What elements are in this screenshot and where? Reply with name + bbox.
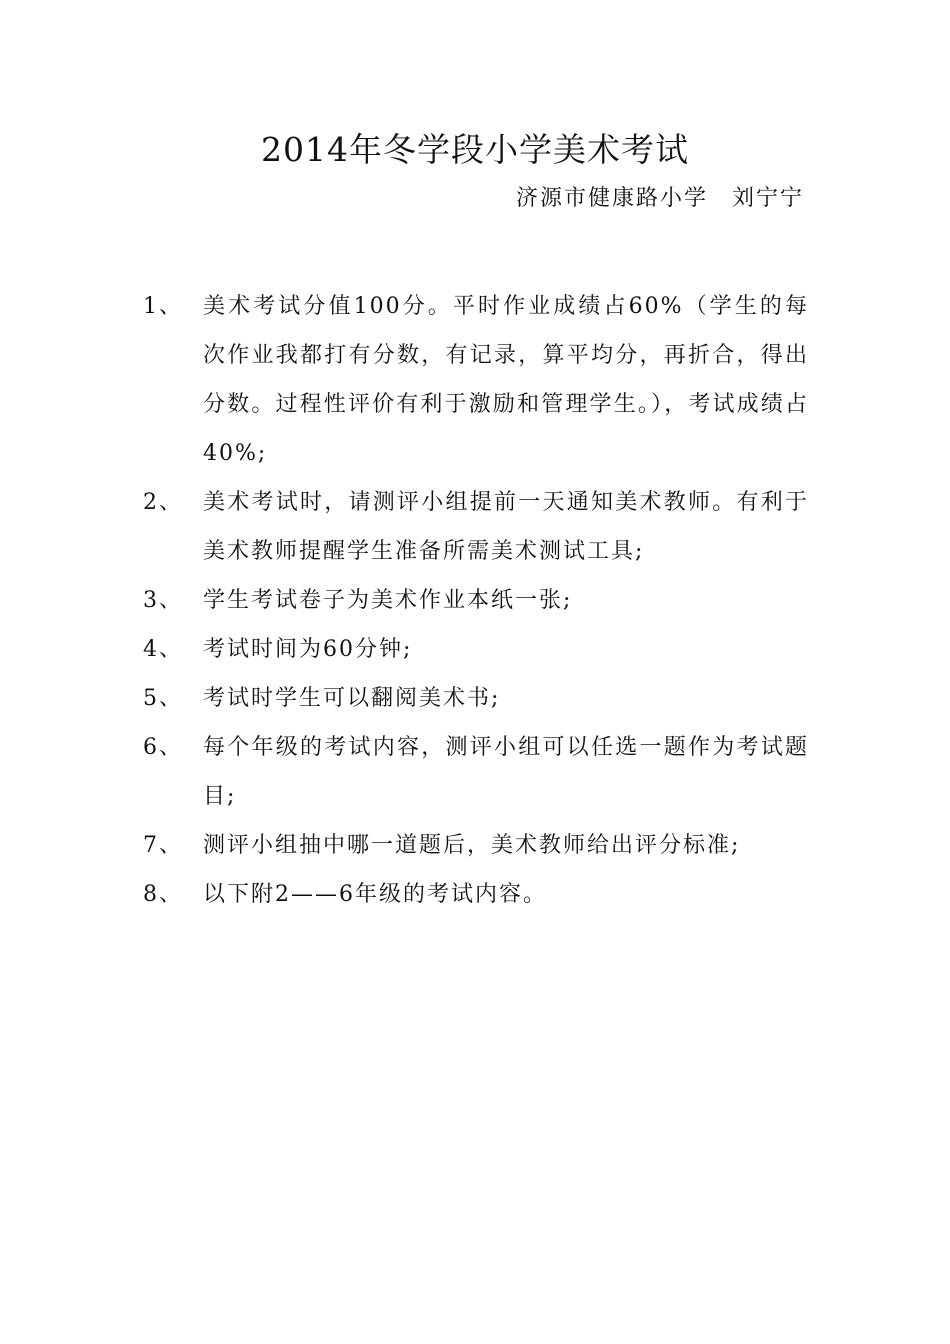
item-number: 7、 [143, 833, 183, 858]
item-text: 每个年级的考试内容，测评小组可以任选一题作为考试题目; [203, 735, 809, 809]
rules-list [143, 282, 809, 919]
item-number: 6、 [143, 735, 183, 760]
list-item [143, 674, 809, 723]
item-text: 美术考试分值100分。平时作业成绩占60%（学生的每次作业我都打有分数，有记录，算平均分，再折合，得出分数。过程性评价有利于激励和管理学生。），考试成绩占40%; [203, 294, 809, 466]
list-item [143, 478, 809, 576]
document-title: 2014年冬学段小学美术考试 [261, 130, 689, 169]
list-item [143, 821, 809, 870]
list-item [143, 870, 809, 919]
item-number: 8、 [143, 882, 183, 907]
item-text: 考试时学生可以翻阅美术书; [203, 686, 501, 711]
item-number: 4、 [143, 637, 183, 662]
item-text: 美术考试时，请测评小组提前一天通知美术教师。有利于美术教师提醒学生准备所需美术测试工具; [203, 490, 809, 564]
list-item [143, 576, 809, 625]
item-text: 以下附2——6年级的考试内容。 [203, 882, 547, 907]
list-item [143, 282, 809, 478]
list-item [143, 723, 809, 821]
item-text: 测评小组抽中哪一道题后，美术教师给出评分标准; [203, 833, 741, 858]
list-item [143, 625, 809, 674]
item-number: 3、 [143, 588, 183, 613]
item-number: 2、 [143, 490, 183, 515]
item-number: 1、 [143, 294, 183, 319]
item-number: 5、 [143, 686, 183, 711]
item-text: 学生考试卷子为美术作业本纸一张; [203, 588, 573, 613]
author-line: 济源市健康路小学 刘宁宁 [515, 186, 804, 211]
item-text: 考试时间为60分钟; [203, 637, 413, 662]
